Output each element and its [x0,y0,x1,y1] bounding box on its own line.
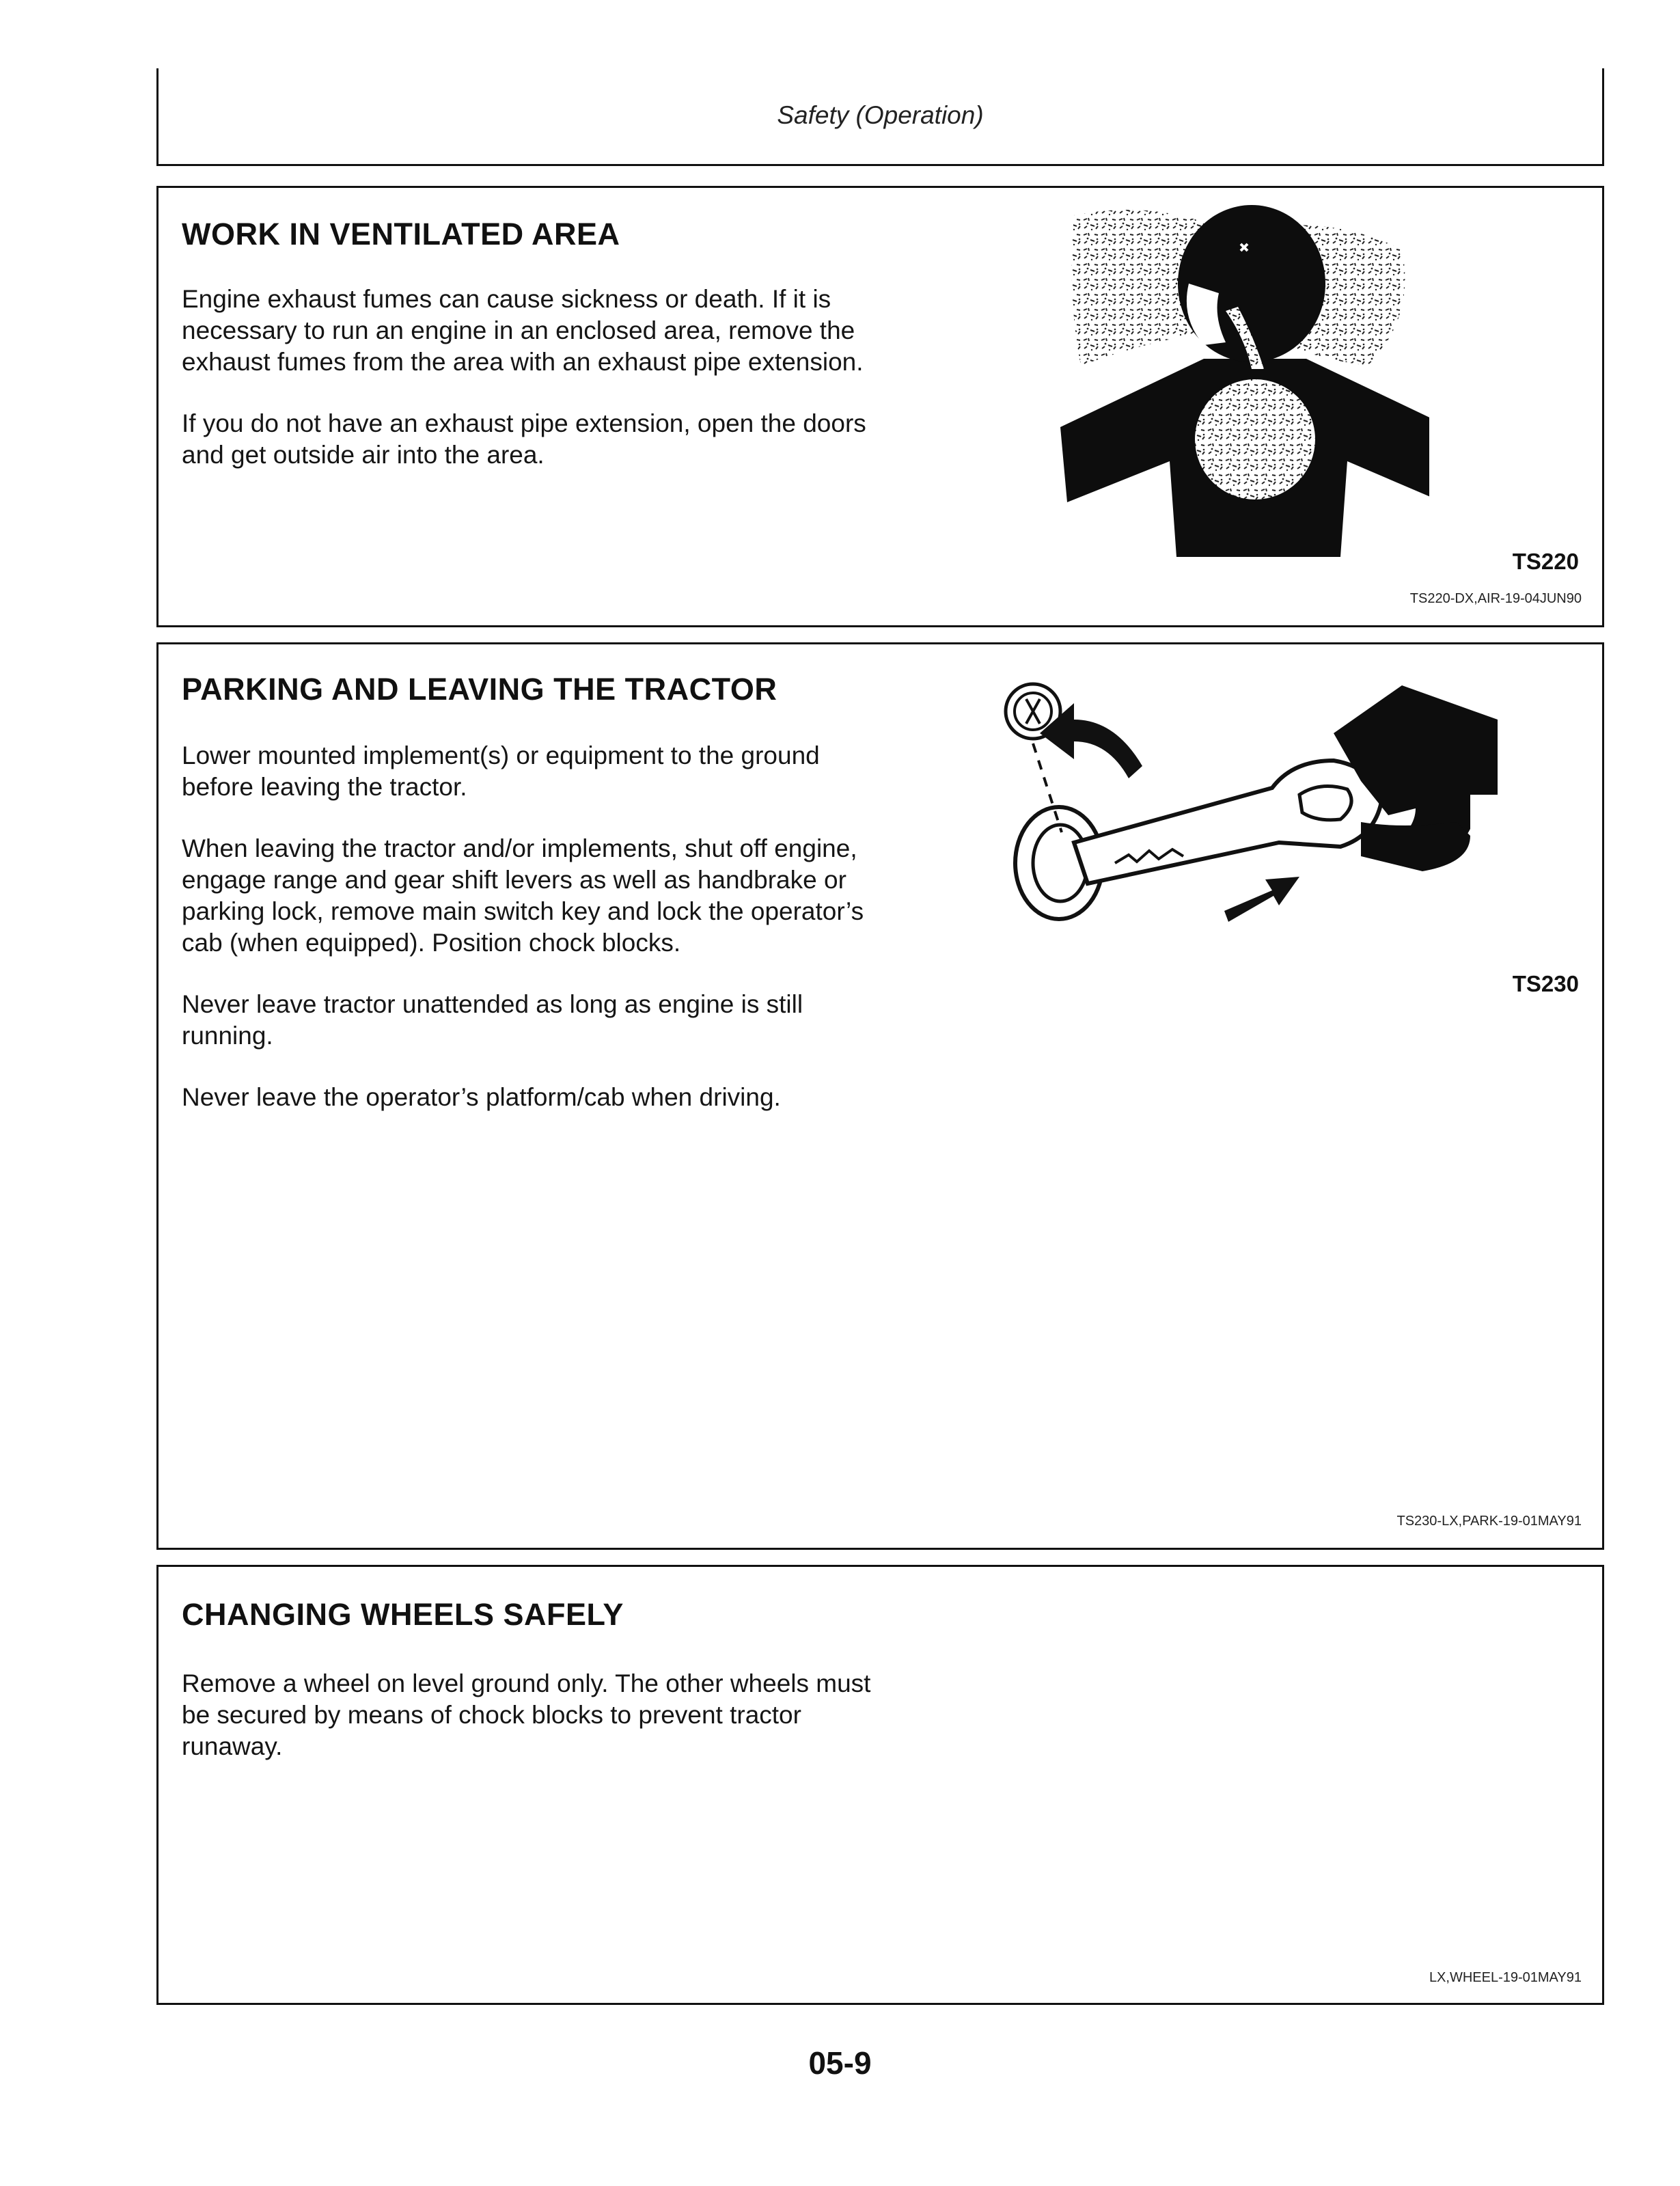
figure-label: TS230 [1512,971,1579,996]
section-work-in-ventilated-area [156,186,1604,627]
section-heading: WORK IN VENTILATED AREA [182,217,620,251]
section-body [182,284,892,501]
paragraph: Never leave the operator’s platform/cab when driving. [182,1083,781,1111]
figure-label: TS220 [1512,549,1579,574]
section-changing-wheels-safely [156,1565,1604,2005]
paragraph: If you do not have an exhaust pipe extension, open the doors and get outside air into the area. [182,409,866,469]
section-heading: PARKING AND LEAVING THE TRACTOR [182,672,777,707]
paragraph: Never leave tractor unattended as long as engine is still running. [182,990,803,1050]
section-parking-and-leaving-the-tractor [156,642,1604,1550]
paragraph: When leaving the tractor and/or implements, shut off engine, engage range and gear shift levers as well as handbrake or parking lock, remove main switch key and lock the operator’s cab (when equipped). Position chock blocks. [182,834,864,957]
reference-code: TS220-DX,AIR-19-04JUN90 [1409,591,1582,606]
reference-code: TS230-LX,PARK-19-01MAY91 [1396,1514,1582,1529]
reference-code: LX,WHEEL-19-01MAY91 [1429,1970,1582,1985]
paragraph: Engine exhaust fumes can cause sickness or death. If it is necessary to run an engine in an enclosed area, remove the exhaust fumes from the area with an exhaust pipe extension. [182,285,864,376]
running-header: Safety (Operation) [777,101,984,129]
section-heading: CHANGING WHEELS SAFELY [182,1597,624,1632]
section-body [182,1668,892,1792]
person-breathing-fumes-icon [1047,202,1429,557]
page-number: 05-9 [808,2045,872,2081]
section-body [182,740,892,1143]
hand-removing-key-icon [978,658,1511,945]
paragraph: Lower mounted implement(s) or equipment to the ground before leaving the tractor. [182,741,820,801]
paragraph: Remove a wheel on level ground only. The other wheels must be secured by means of chock blocks to prevent tractor runaway. [182,1669,871,1760]
header-border-bottom [156,164,1604,166]
